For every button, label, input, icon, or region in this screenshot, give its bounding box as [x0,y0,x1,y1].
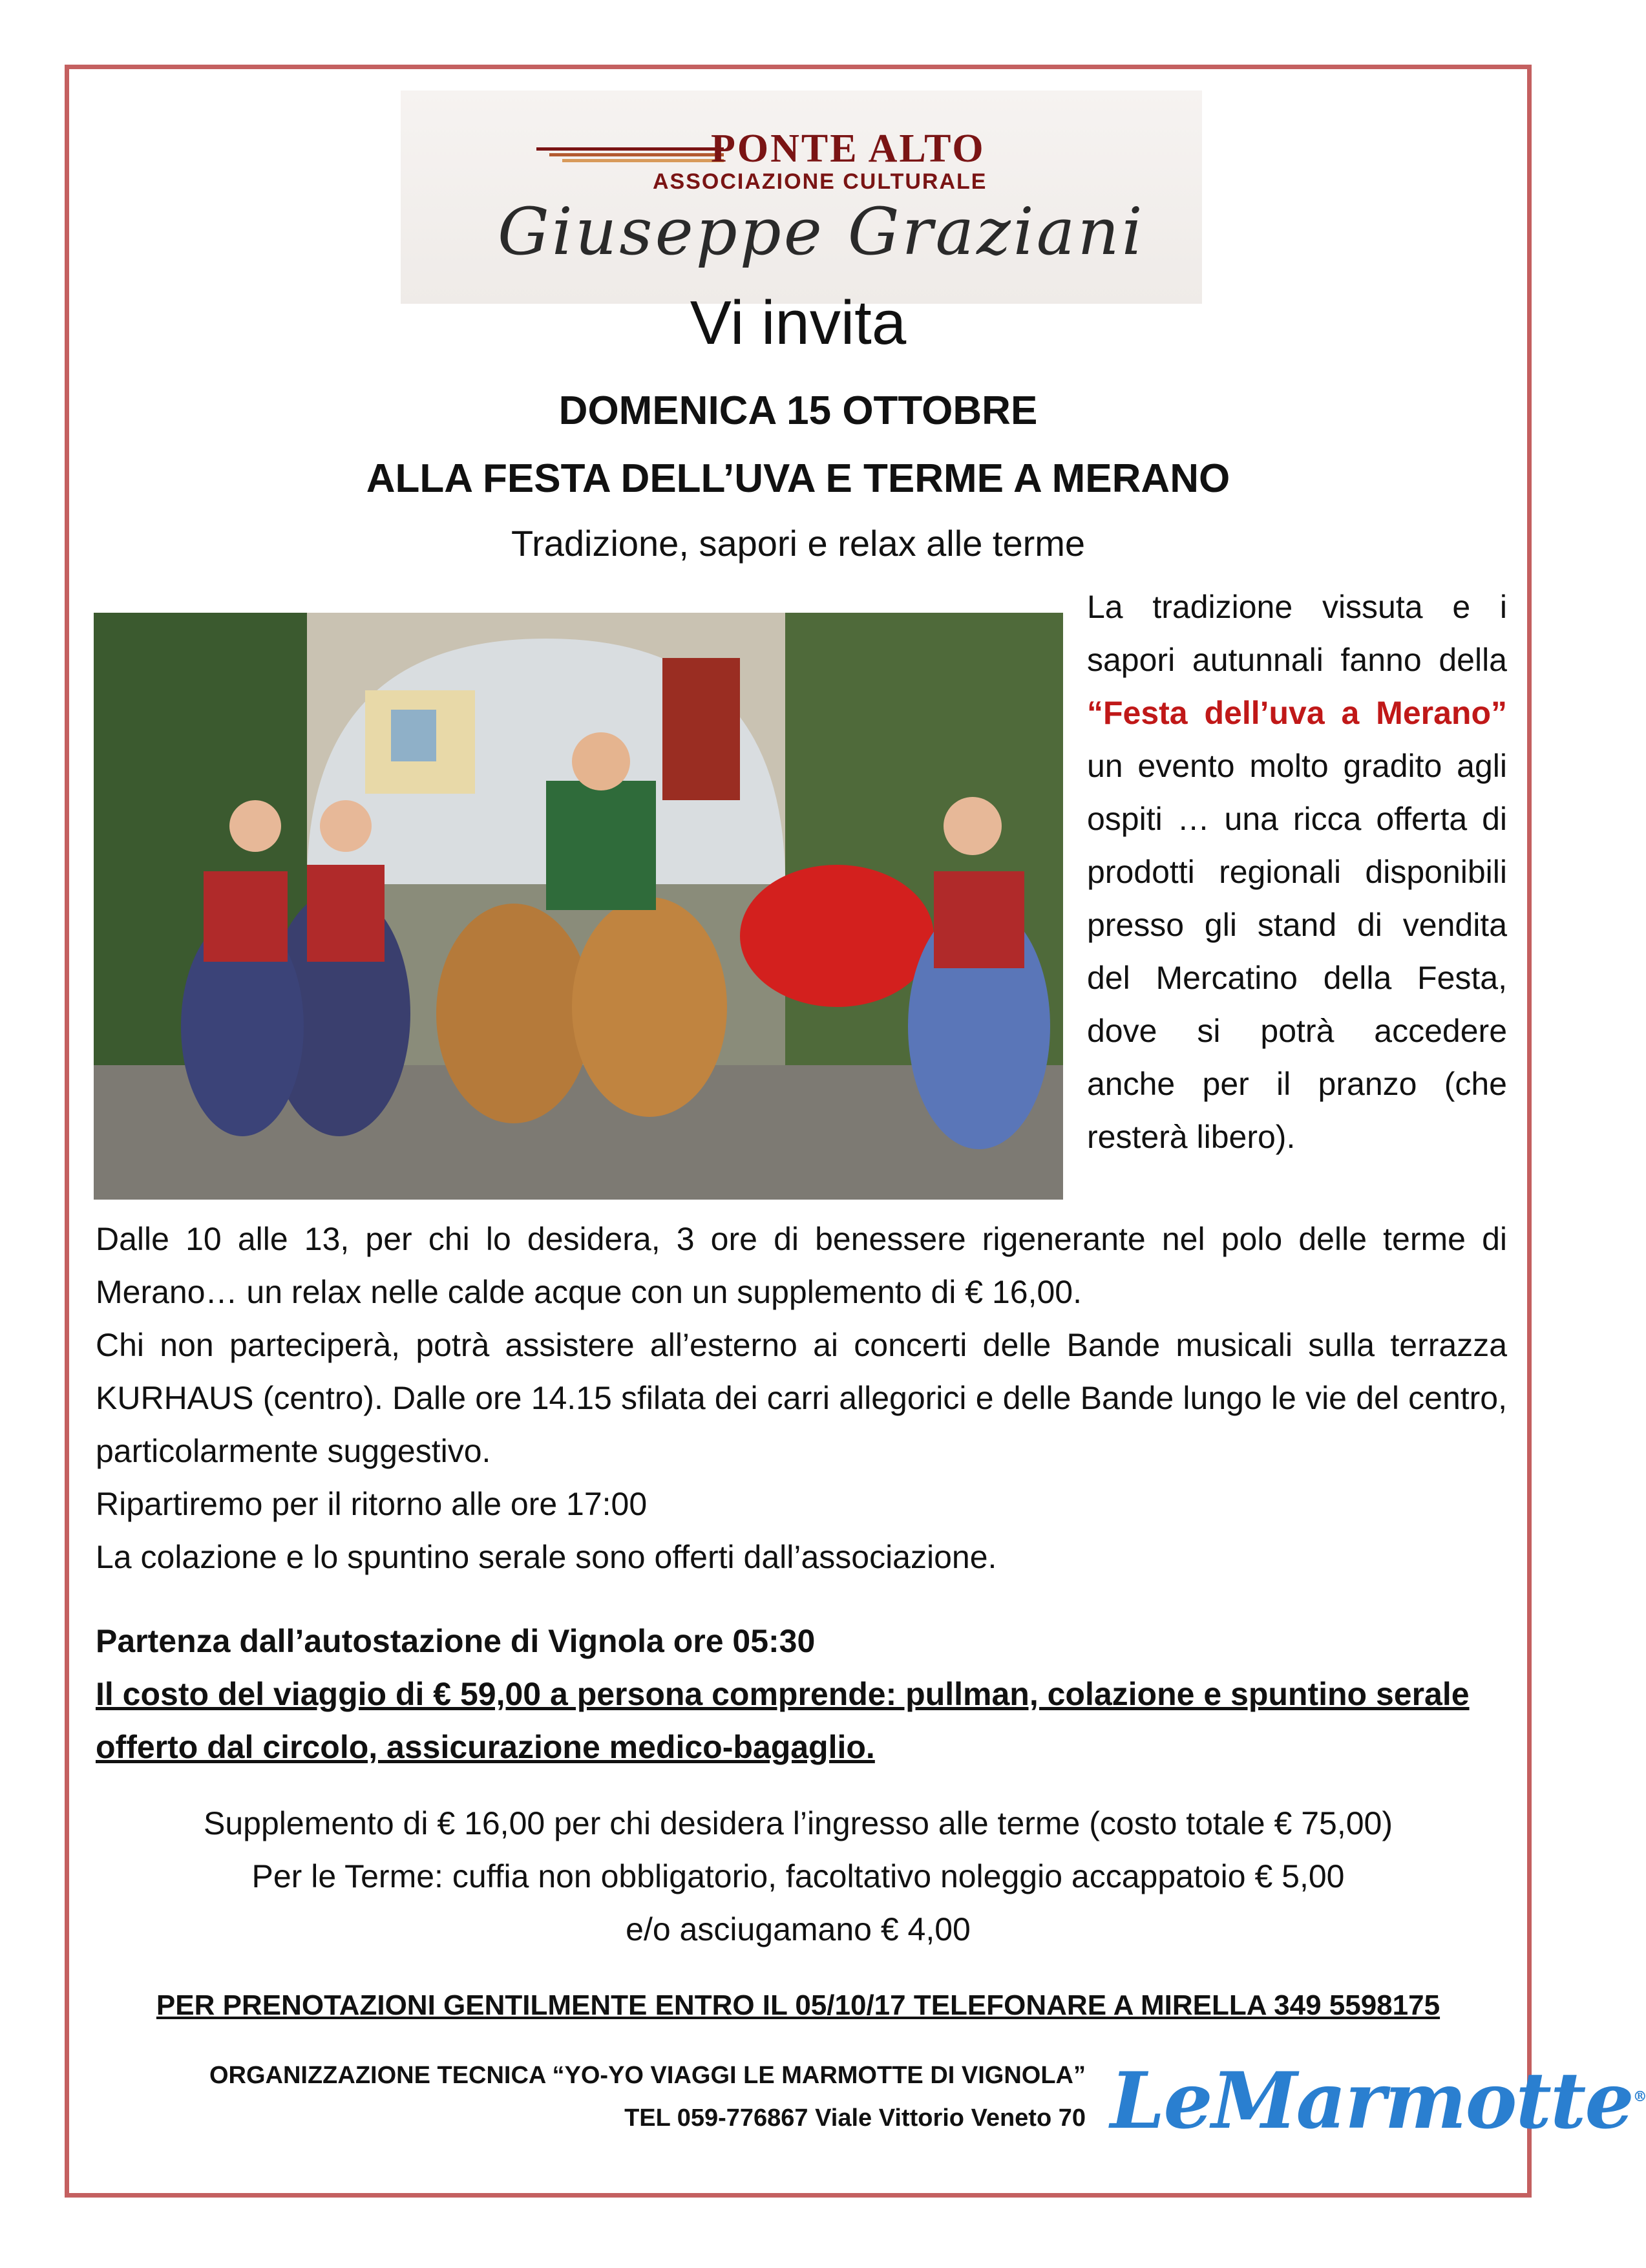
organizer: ORGANIZZAZIONE TECNICA “YO-YO VIAGGI LE MARMOTTE DI VIGNOLA” [209,2062,1086,2089]
departure-info: Partenza dall’autostazione di Vignola ore 05:30 [96,1623,816,1659]
brand-name: LeMarmotte [1110,2055,1633,2146]
spa-supplement: Supplemento di € 16,00 per chi desidera l’ingresso alle terme (costo totale € 75,00) [204,1805,1393,1841]
festival-photo [94,613,1063,1200]
event-date: DOMENICA 15 OTTOBRE [558,388,1038,433]
logo-signature: Giuseppe Graziani [498,194,1145,270]
concerts-paragraph: Chi non parteciperà, potrà assistere all’esterno ai concerti delle Bande musicali sulla terrazza KURHAUS (centro). Dalle ore 14.15 sfilata dei carri allegorici e delle Bande lungo le vie del centro, particolarmente suggestivo. [96,1327,1507,1469]
trip-cost: Il costo del viaggio di € 59,00 a persona comprende: pullman, colazione e spuntino serale offerto dal circolo, assicurazione medico-bagaglio. [96,1676,1470,1765]
event-tagline: Tradizione, sapori e relax alle terme [511,523,1086,564]
booking-info: PER PRENOTAZIONI GENTILMENTE ENTRO IL 05/10/17 TELEFONARE A MIRELLA 349 5598175 [156,1989,1440,2021]
logo-subtitle: ASSOCIAZIONE CULTURALE [653,169,987,194]
supplements [65,1797,1532,1956]
logo-title: PONTE ALTO [711,127,986,171]
intro-text-end: un evento molto gradito agli ospiti … una ricca offerta di prodotti regionali disponibili presso gli stand di vendita del Mercatino della Festa, dove si potrà accedere anche per il pranzo (che resterà libero). [1087,748,1507,1155]
le-marmotte-logo [1110,2055,1646,2146]
trademark-icon: ® [1632,2088,1646,2105]
towel-rental: e/o asciugamano € 4,00 [626,1911,971,1947]
intro-text-start: La tradizione vissuta e i sapori autunnali fanno della [1087,589,1507,678]
intro-paragraph [1087,580,1507,1163]
spa-paragraph: Dalle 10 alle 13, per chi lo desidera, 3 ore di benessere rigenerante nel polo delle terme di Merano… un relax nelle calde acque con un supplemento di € 16,00. [96,1221,1507,1310]
festival-name-highlight: “Festa dell’uva a Merano” [1087,695,1507,731]
event-title: ALLA FESTA DELL’UVA E TERME A MERANO [366,456,1230,501]
invite-heading: Vi invita [690,288,907,357]
organizer-contact: TEL 059-776867 Viale Vittorio Veneto 70 [624,2104,1086,2132]
return-paragraph: Ripartiremo per il ritorno alle ore 17:00 [96,1486,648,1522]
spa-rentals: Per le Terme: cuffia non obbligatorio, facoltativo noleggio accappatoio € 5,00 [251,1858,1345,1894]
program-details [96,1213,1507,1584]
meals-paragraph: La colazione e lo spuntino serale sono offerti dall’associazione. [96,1539,997,1575]
association-logo [401,90,1202,304]
